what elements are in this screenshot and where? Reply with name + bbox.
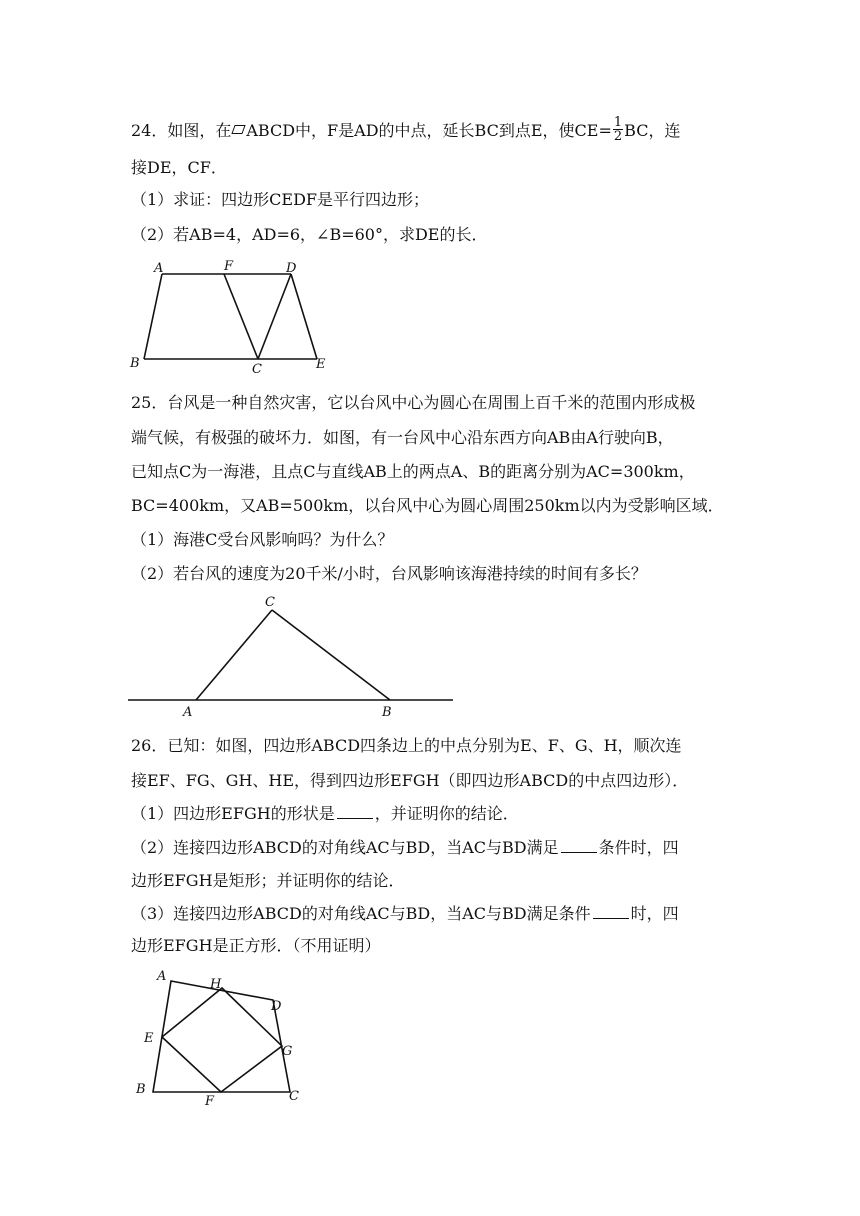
q26-p1-text-a: （1）四边形EFGH的形状是 bbox=[131, 804, 335, 823]
q24-part-2: （2）若AB=4，AD=6，∠B=60°，求DE的长． bbox=[131, 225, 488, 244]
label-E: E bbox=[316, 357, 326, 372]
q26-part-2 bbox=[131, 838, 679, 858]
q25-part-2: （2）若台风的速度为20千米/小时，台风影响该海港持续的时间有多长？ bbox=[131, 564, 647, 583]
q26-figure-midpoint-quadrilateral bbox=[130, 966, 310, 1116]
q26-part-1 bbox=[131, 804, 519, 824]
q24-line-1 bbox=[131, 115, 681, 145]
q24-text-a: 24．如图，在 bbox=[131, 121, 232, 140]
label-C: C bbox=[265, 595, 275, 610]
label-D: D bbox=[271, 999, 282, 1014]
q24-part-1: （1）求证：四边形CEDF是平行四边形； bbox=[131, 190, 430, 209]
q26-line-1: 26．已知：如图，四边形ABCD四条边上的中点分别为E、F、G、H，顺次连 bbox=[131, 736, 682, 755]
fraction-one-half bbox=[613, 116, 623, 143]
answer-blank[interactable] bbox=[561, 838, 597, 853]
q25-figure-triangle bbox=[128, 592, 458, 722]
q26-part-3-cont: 边形EFGH是正方形．（不用证明） bbox=[131, 936, 381, 955]
label-E: E bbox=[144, 1031, 154, 1046]
answer-blank[interactable] bbox=[593, 904, 629, 919]
q24-text-c: BC，连 bbox=[624, 121, 681, 140]
label-D: D bbox=[286, 261, 297, 276]
label-F: F bbox=[224, 259, 234, 274]
label-F: F bbox=[205, 1094, 215, 1109]
label-A: A bbox=[183, 705, 193, 720]
label-B: B bbox=[136, 1082, 146, 1097]
q26-p3-text-a: （3）连接四边形ABCD的对角线AC与BD，当AC与BD满足条件 bbox=[131, 904, 591, 923]
label-A: A bbox=[157, 969, 167, 984]
q24-figure-parallelogram bbox=[128, 258, 338, 378]
q26-line-2: 接EF、FG、GH、HE，得到四边形EFGH（即四边形ABCD的中点四边形）． bbox=[131, 771, 689, 790]
label-C: C bbox=[289, 1089, 299, 1104]
q25-line-1: 25．台风是一种自然灾害，它以台风中心为圆心在周围上百千米的范围内形成极 bbox=[131, 393, 696, 412]
fraction-denominator: 2 bbox=[613, 129, 623, 144]
q26-p2-text-b: 条件时，四 bbox=[598, 838, 679, 857]
q26-part-2-cont: 边形EFGH是矩形；并证明你的结论． bbox=[131, 871, 405, 890]
parallelogram-icon bbox=[232, 125, 246, 134]
q24-text-b: ABCD中，F是AD的中点，延长BC到点E，使CE= bbox=[246, 121, 612, 140]
q25-line-2: 端气候，有极强的破坏力．如图，有一台风中心沿东西方向AB由A行驶向B， bbox=[131, 428, 674, 447]
label-G: G bbox=[282, 1044, 293, 1059]
q25-line-4: BC=400km，又AB=500km，以台风中心为圆心周围250km以内为受影响区域． bbox=[131, 496, 724, 515]
q26-part-3 bbox=[131, 904, 679, 924]
q24-line-2: 接DE，CF． bbox=[131, 158, 227, 177]
q25-line-3: 已知点C为一海港，且点C与直线AB上的两点A、B的距离分别为AC=300km， bbox=[131, 462, 695, 481]
label-B: B bbox=[130, 356, 140, 371]
q25-part-1: （1）海港C受台风影响吗？为什么？ bbox=[131, 530, 394, 549]
label-B: B bbox=[382, 705, 392, 720]
q26-p2-text-a: （2）连接四边形ABCD的对角线AC与BD，当AC与BD满足 bbox=[131, 838, 559, 857]
label-A: A bbox=[154, 261, 164, 276]
fraction-numerator: 1 bbox=[613, 115, 623, 130]
label-C: C bbox=[252, 362, 262, 377]
answer-blank[interactable] bbox=[337, 804, 373, 819]
label-H: H bbox=[210, 977, 222, 992]
q26-p1-text-b: ，并证明你的结论． bbox=[374, 804, 519, 823]
q26-p3-text-b: 时，四 bbox=[630, 904, 679, 923]
